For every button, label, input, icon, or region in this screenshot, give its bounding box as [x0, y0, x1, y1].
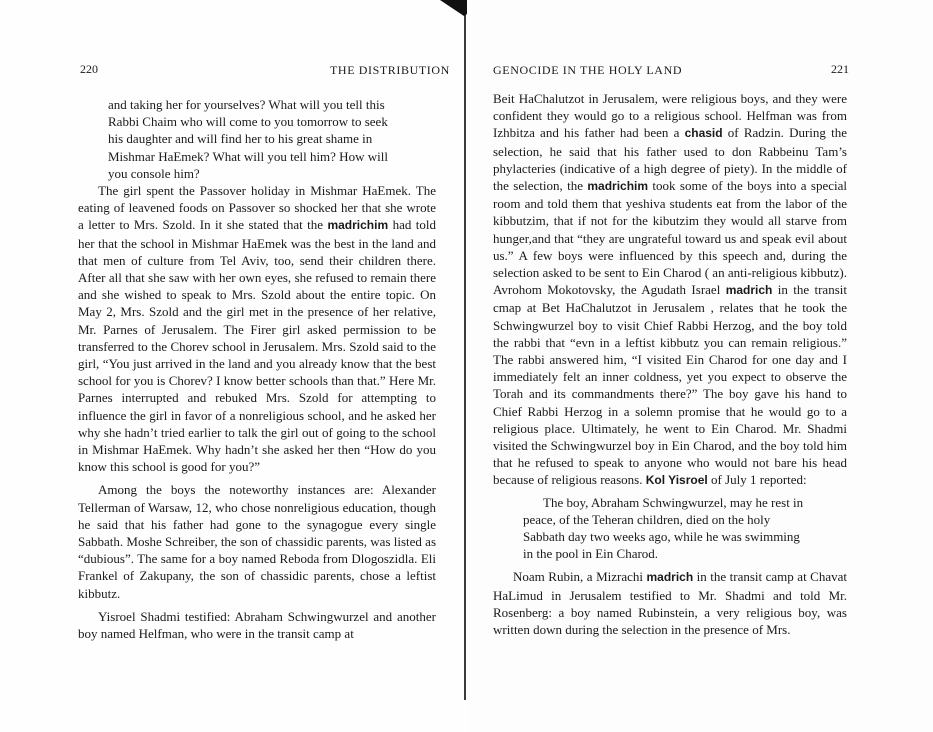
quote-line: you console him?: [108, 165, 200, 181]
quote-line: Rabbi Chaim who will come to you tomorrow to seek: [108, 114, 388, 130]
left-quote-block: [78, 96, 436, 182]
left-running-header: THE DISTRIBUTION: [330, 63, 450, 77]
right-paragraph-2: Noam Rubin, a Mizrachi madrich in the transit camp at Chavat HaLimud in Jerusalem testified to Mr. Shadmi and told Mr. Rosenberg: a boy named Rubinstein, a very religious boy, was written down during the selection in the presence of Mrs.: [493, 569, 847, 638]
right-page: [467, 0, 933, 732]
right-page-number: 221: [831, 62, 849, 76]
left-body-text: [78, 96, 436, 642]
right-running-header: GENOCIDE IN THE HOLY LAND: [493, 63, 683, 77]
right-paragraph-1: Beit HaChalutzot in Jerusalem, were religious boys, and they were confident they would go to a religious school. Helfman was from Izhbitza and his father had been a chasid of Radzin. During the selection, he said that his father used to don Rabbeinu Tam’s phylacteries (indicative of a high degree of piety). In the middle of the selection, the madrichim took some of the boys into a special room and told them that yeshiva students eat from the labor of the kibbutzim, that if not for the kibutzim they would all starve from hunger,and that “they are ungrateful toward us and speak evil about us.” A few boys were influenced by this speech and, during the selection asked to be sent to Ein Charod ( an anti-religious kibbutz). Avrohom Mokotovsky, the Agudath Israel madrich in the transit cmap at Bet HaChalutzot in Jerusalem , relates that he took the Schwingwurzel boy to visit Chief Rabbi Herzog, and the boy told the rabbi that “evn in a leftist kibbutz you can remain religious.” The rabbi answered him, “I visited Ein Charod for one day and I immediately felt an inner coldness, yet you expect to observe the Torah and its commandments there?” The boy gave his hand to Chief Rabbi Herzog in a solemn promise that he would go to a religious place. Ultimately, he went to Ein Charod. Mr. Shadmi visited the Schwingwurzel boy in Ein Charod, and the boy told him that he refused to speak to anyone who would not bare his head because of religious reasons. Kol Yisroel of July 1 reported:: [493, 91, 847, 488]
left-paragraph-3: Yisroel Shadmi testified: Abraham Schwingwurzel and another boy named Helfman, who were in the transit camp at: [78, 608, 436, 642]
left-page-number: 220: [80, 62, 98, 76]
quote-line: in the pool in Ein Charod.: [523, 546, 659, 562]
right-body-text: [493, 90, 847, 638]
quote-line: The boy, Abraham Schwingwurzel, may he rest in: [543, 494, 804, 510]
left-page: [0, 0, 466, 732]
left-paragraph-2: Among the boys the noteworthy instances are: Alexander Tellerman of Warsaw, 12, who chose nonreligious education, though he said that his father had gone to the synagogue every single Sabbath. Moshe Schreiber, the son of chassidic parents, was listed as “dubious”. The same for a boy named Reboda from Dlogoszidla. Eli Frankel of Zakupany, the son of chassidic parents, chose a leftist kibbutz.: [78, 482, 436, 601]
quote-line: Mishmar HaEmek? What will you tell him? How will: [108, 148, 388, 164]
left-paragraph-1: The girl spent the Passover holiday in Mishmar HaEmek. The eating of leavened foods on Passover so shocked her that she wrote a letter to Mrs. Szold. In it she stated that the madrichim had told her that the school in Mishmar HaEmek was the best in the land and that men of culture from Tel Aviv, too, send their children there. After all that she saw with her own eyes, she refused to remain there and she wished to speak to Mrs. Szold about the entire topic. On May 2, Mrs. Szold and the girl met in the presence of her relative, Mr. Parnes of Jerusalem. The Firer girl asked permission to be transferred to the Chorev school in Jerusalem. Mrs. Szold said to the girl, “You just arrived in the land and you already know that the best school for you is Chorev? I know better schools than that.” Here Mr. Parnes interrupted and rebuked Mrs. Szold for attempting to influence the girl in favor of a nonreligious school, and he asked her why she hadn’t tried earlier to talk the girl out of going to the school in Mishmar HaEmek. Why hadn’t she asked her then “How do you know this school is good for you?”: [78, 183, 436, 475]
quote-line: peace, of the Teheran children, died on the holy: [523, 511, 771, 527]
right-quote-block: [493, 494, 847, 563]
quote-line: his daughter and will find her to his great shame in: [108, 131, 373, 147]
quote-line: Sabbath day two weeks ago, while he was swimming: [523, 529, 800, 545]
book-spine: [464, 0, 466, 700]
quote-line: and taking her for yourselves? What will you tell this: [108, 97, 385, 112]
